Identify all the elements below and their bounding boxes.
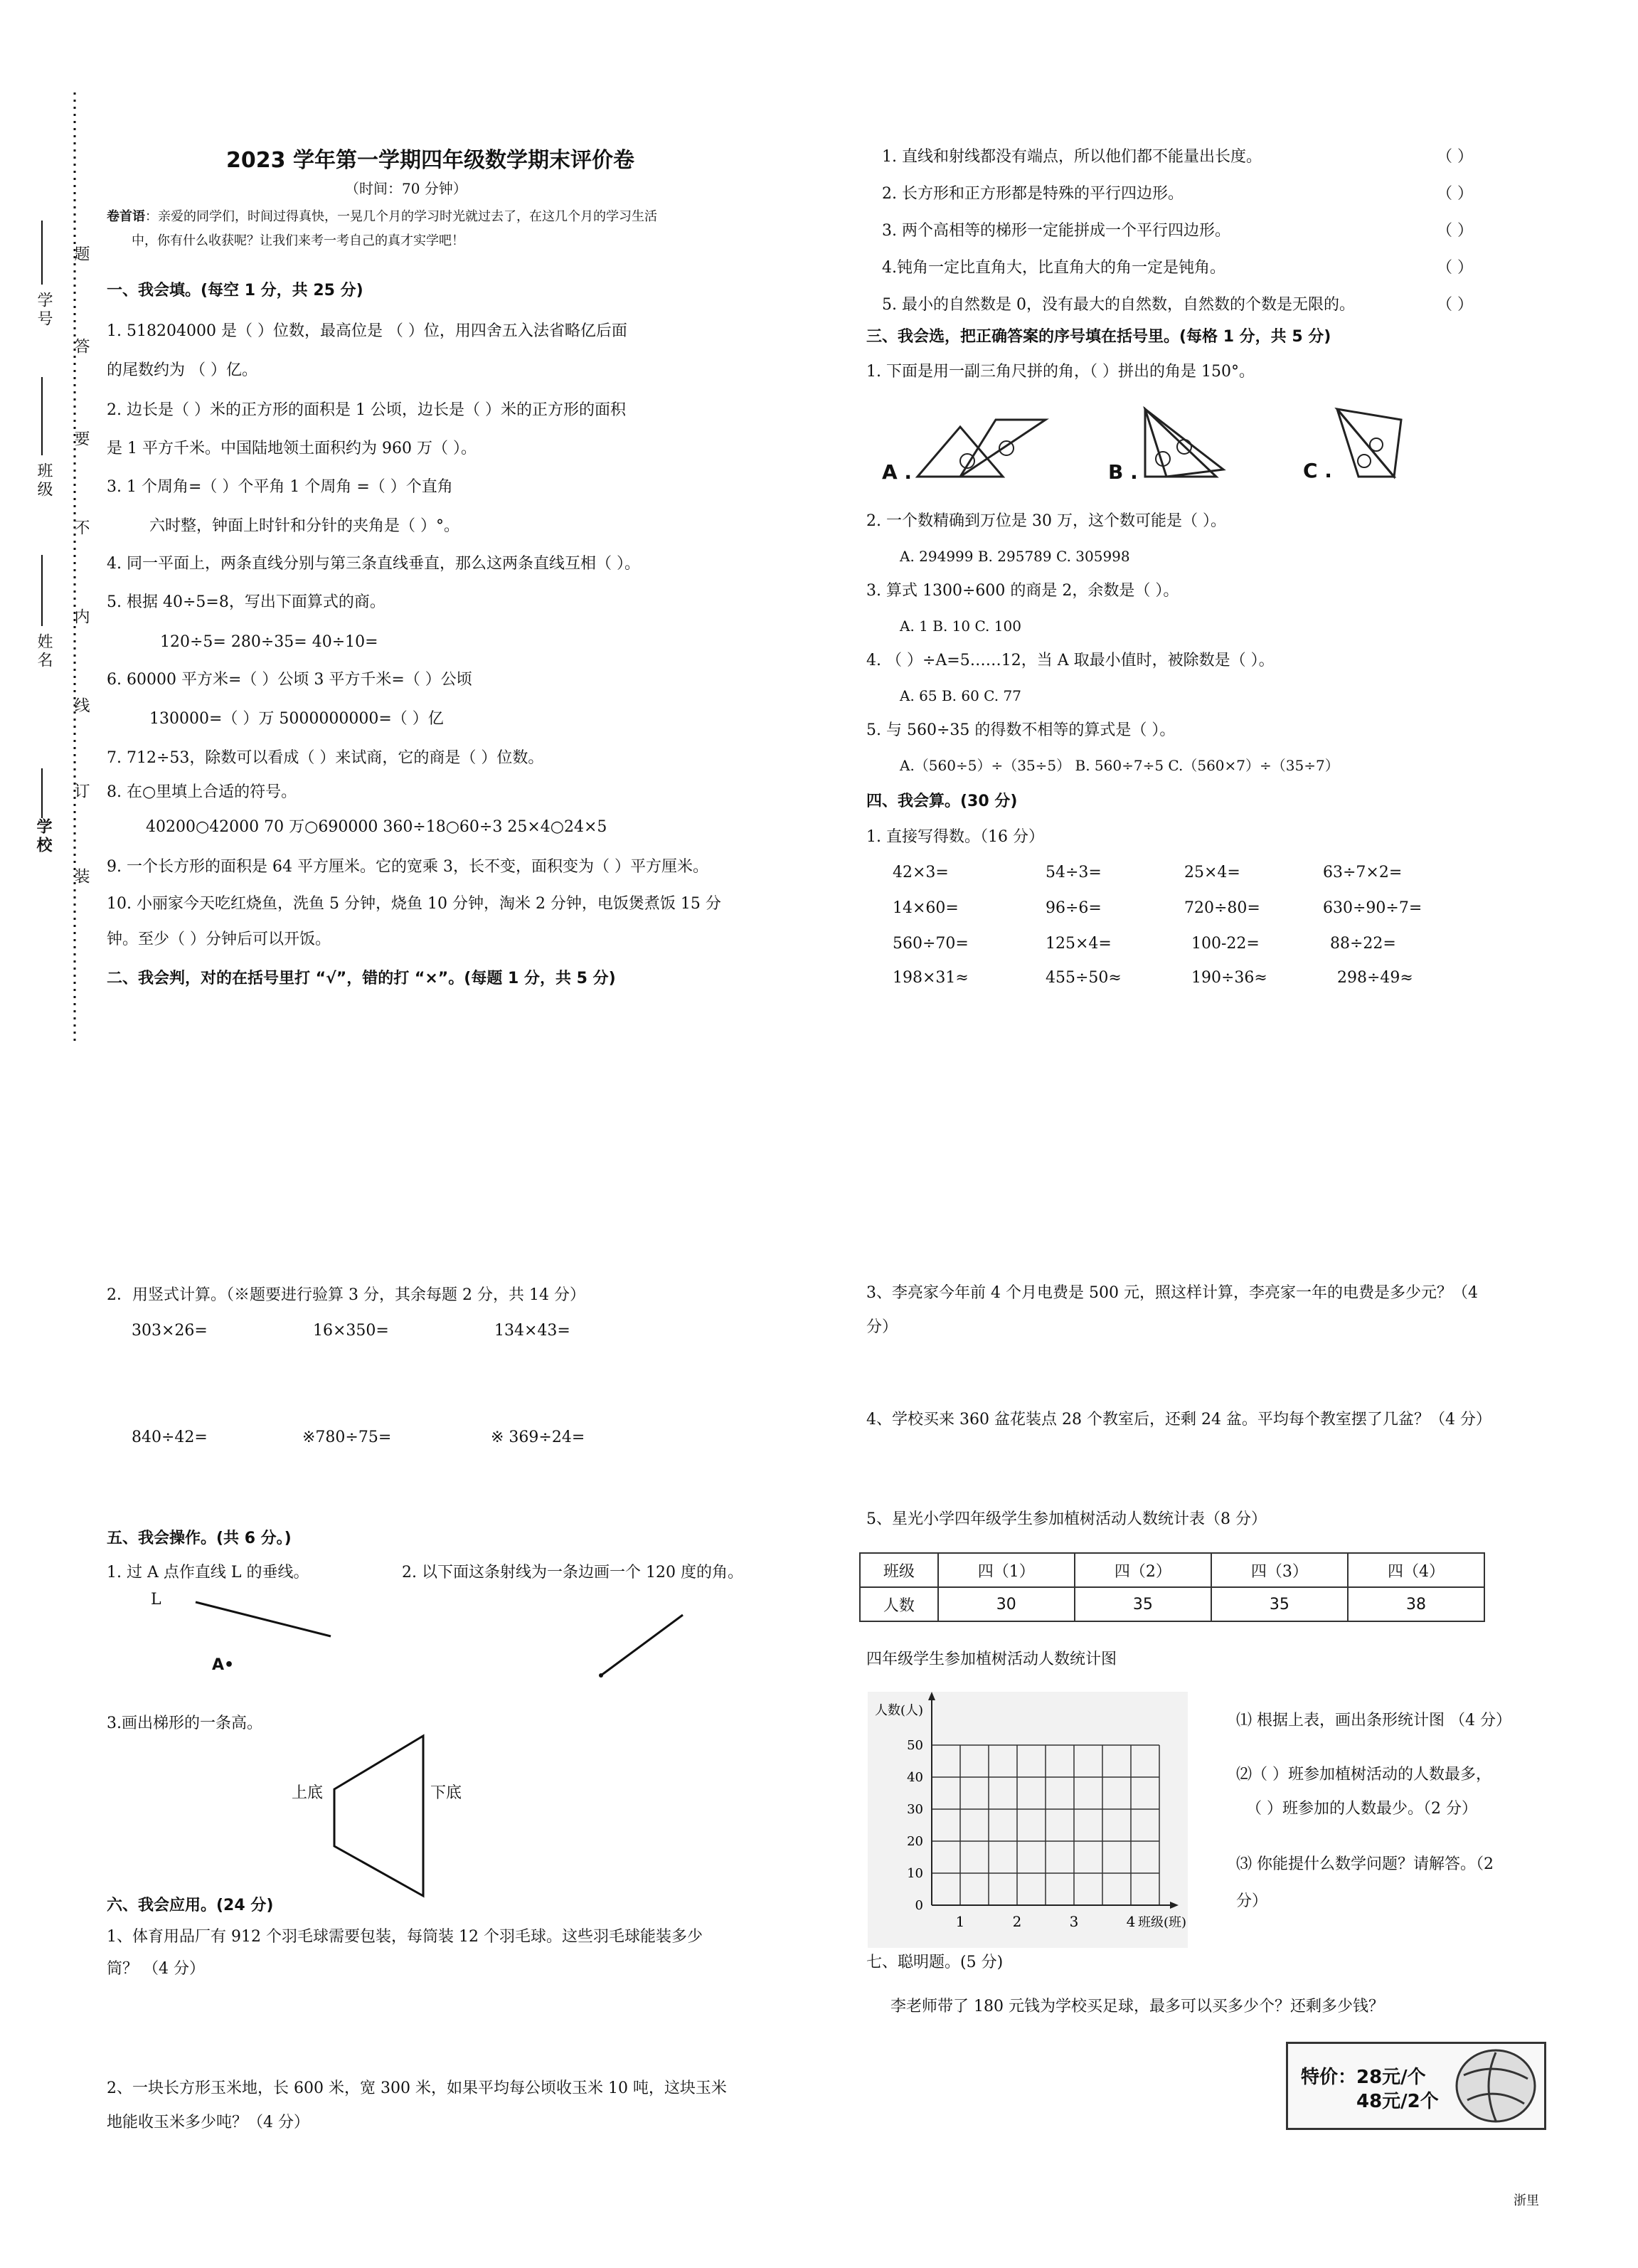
chart-y-tick-label: 10 (907, 1866, 923, 1881)
oral-calc: 198×31≈ (893, 969, 969, 987)
s2-q5: 5. 最小的自然数是 0，没有最大的自然数，自然数的个数是无限的。 (882, 296, 1355, 314)
triangle-fig-b (1138, 406, 1230, 484)
s6-q1-line2: 筒？ （4 分） (107, 1960, 205, 1978)
triangle-fig-a (918, 413, 1053, 484)
s2-q2-blank[interactable]: （ ） (1437, 185, 1473, 203)
s2-q1: 1. 直线和射线都没有端点，所以他们都不能量出长度。 (882, 148, 1262, 166)
oral-calc: 25×4= (1184, 864, 1240, 881)
s2-q3-blank[interactable]: （ ） (1437, 222, 1473, 240)
table-cell: 30 (938, 1587, 1075, 1621)
section2-heading: 二、我会判，对的在括号里打 “√”，错的打 “×”。(每题 1 分，共 5 分) (107, 970, 616, 987)
s1-q2-line1: 2. 边长是（ ）米的正方形的面积是 1 公顷，边长是（ ）米的正方形的面积 (107, 401, 626, 419)
s3-q4-options: A. 65 B. 60 C. 77 (900, 687, 1021, 704)
section4-heading: 四、我会算。(30 分) (866, 793, 1018, 810)
s3-q2: 2. 一个数精确到万位是 30 万，这个数可能是（ ）。 (866, 512, 1226, 530)
warn-char: 内 (72, 608, 90, 627)
intro-line1: ：亲爱的同学们，时间过得真快，一晃几个月的学习时光就过去了，在这几个月的学习生活 (145, 209, 657, 224)
chart-y-tick-label: 30 (907, 1802, 923, 1817)
s7-question: 李老师带了 180 元钱为学校买足球，最多可以买多少个？还剩多少钱？ (890, 1998, 1384, 2015)
student-id-blank[interactable] (41, 221, 43, 285)
chart-x-tick-label: 3 (1069, 1913, 1079, 1930)
warn-char: 答 (72, 338, 90, 356)
field-school: 学校 (34, 818, 53, 855)
fig-label-a: A . (882, 460, 913, 484)
oral-calc: 14×60= (893, 899, 959, 917)
s1-q9: 9. 一个长方形的面积是 64 平方厘米。它的宽乘 3，长不变，面积变为（ ）平方厘米。 (107, 858, 708, 876)
field-name: 姓名 (35, 633, 53, 670)
table-header-cell: 四（1） (938, 1553, 1075, 1587)
s6-q5-sub3a: ⑶ 你能提什么数学问题？请解答。（2 (1236, 1855, 1494, 1873)
s1-q6-line1: 6. 60000 平方米=（ ）公顷 3 平方千米=（ ）公顷 (107, 671, 472, 689)
school-blank[interactable] (41, 768, 43, 818)
section5-heading: 五、我会操作。(共 6 分。) (107, 1530, 292, 1547)
s2-q1-blank[interactable]: （ ） (1437, 148, 1473, 166)
s1-q7: 7. 712÷53，除数可以看成（ ）来试商，它的商是（ ）位数。 (107, 749, 544, 767)
binding-dotted-line (64, 92, 85, 1046)
s6-q3-line1: 3、李亮家今年前 4 个月电费是 500 元，照这样计算，李亮家一年的电费是多少元？（4 (866, 1284, 1478, 1302)
s3-q2-options: A. 294999 B. 295789 C. 305998 (900, 548, 1130, 565)
s2-q4-blank[interactable]: （ ） (1437, 259, 1473, 277)
oral-calc: 100-22= (1191, 935, 1260, 953)
s6-q5-sub2a: ⑵（ ）班参加植树活动的人数最多， (1236, 1766, 1491, 1784)
chart-y-tick-label: 40 (907, 1770, 923, 1785)
oral-calc: 88÷22= (1330, 935, 1396, 953)
s2-q5-blank[interactable]: （ ） (1437, 296, 1473, 314)
name-blank[interactable] (41, 555, 43, 626)
chart-y-tick-label: 0 (915, 1898, 923, 1913)
triangle-fig-c (1330, 406, 1408, 484)
oral-calc: 63÷7×2= (1323, 864, 1403, 881)
table-row-label: 人数 (860, 1587, 938, 1621)
table-cell: 38 (1348, 1587, 1484, 1621)
s1-q3-line2: 六时整，钟面上时针和分针的夹角是（ ）°。 (149, 517, 459, 535)
vertical-calc: 16×350= (313, 1322, 389, 1340)
s6-q2-line2: 地能收玉米多少吨？（4 分） (107, 2114, 309, 2131)
ray[interactable] (597, 1611, 690, 1683)
s1-q10-line2: 钟。至少（ ）分钟后可以开饭。 (107, 931, 331, 948)
s6-q5-sub2b: （ ）班参加的人数最少。（2 分） (1246, 1800, 1477, 1818)
warn-char: 订 (72, 783, 90, 801)
s3-q3-options: A. 1 B. 10 C. 100 (900, 618, 1021, 635)
s5-q1: 1. 过 A 点作直线 L 的垂线。 (107, 1564, 309, 1581)
bar-chart[interactable] (868, 1692, 1188, 1948)
s1-q4: 4. 同一平面上，两条直线分别与第三条直线垂直，那么这两条直线互相（ ）。 (107, 555, 640, 573)
s6-q5-sub1: ⑴ 根据上表，画出条形统计图 （4 分） (1236, 1712, 1511, 1729)
s1-q5-calcs: 120÷5= 280÷35= 40÷10= (160, 633, 378, 651)
s4-sub2: 2．用竖式计算。（※题要进行验算 3 分，其余每题 2 分，共 14 分） (107, 1286, 585, 1304)
field-class: 班级 (35, 462, 53, 499)
s4-sub1: 1. 直接写得数。（16 分） (866, 828, 1044, 846)
intro-label: 卷首语 (107, 209, 145, 224)
s1-q3-line1: 3. 1 个周角=（ ）个平角 1 个周角 =（ ）个直角 (107, 478, 453, 496)
oral-calc: 190÷36≈ (1191, 969, 1267, 987)
label-bottom-base: 下底 (430, 1784, 462, 1802)
vertical-calc: ※ 369÷24= (491, 1429, 585, 1446)
table-row (860, 1553, 1484, 1587)
table-row (860, 1587, 1484, 1621)
footer-mark: 浙里 (1514, 2193, 1539, 2208)
s5-q3: 3.画出梯形的一条高。 (107, 1715, 262, 1732)
s6-q4: 4、学校买来 360 盆花装点 28 个教室后，还剩 24 盆。平均每个教室摆了几盆？（4 分） (866, 1411, 1491, 1429)
chart-x-tick-label: 4 (1126, 1913, 1136, 1930)
s1-q2-line2: 是 1 平方千米。中国陆地领土面积约为 960 万（ ）。 (107, 440, 477, 457)
label-top-base: 上底 (292, 1784, 324, 1802)
section1-heading: 一、我会填。(每空 1 分，共 25 分) (107, 282, 363, 300)
s1-q1-line2: 的尾数约为 （ ）亿。 (107, 361, 257, 379)
chart-y-tick-label: 20 (907, 1834, 923, 1849)
vertical-calc: ※780÷75= (302, 1429, 392, 1446)
vertical-calc: 134×43= (494, 1322, 570, 1340)
intro-line2: 中，你有什么收获呢？让我们来考一考自己的真才实学吧！ (132, 233, 464, 248)
s3-q1: 1. 下面是用一副三角尺拼的角，（ ）拼出的角是 150°。 (866, 363, 1255, 381)
s6-q5-sub3b: 分） (1236, 1892, 1268, 1910)
s1-q10-line1: 10. 小丽家今天吃红烧鱼，洗鱼 5 分钟，烧鱼 10 分钟，淘米 2 分钟，电饭煲煮饭 15 分 (107, 895, 721, 913)
point-a: A• (212, 1656, 235, 1674)
chart-y-label: 人数(人) (875, 1703, 924, 1718)
section7-heading: 七、聪明题。(5 分) (866, 1954, 1004, 1971)
s6-q5: 5、星光小学四年级学生参加植树活动人数统计表（8 分） (866, 1510, 1267, 1528)
s1-q8-items: 40200○42000 70 万○690000 360÷18○60÷3 25×4○24×5 (146, 818, 607, 836)
field-student-id: 学号 (35, 292, 53, 329)
s3-q4: 4. （ ）÷A=5……12，当 A 取最小值时，被除数是（ ）。 (866, 652, 1275, 669)
price-pair: 48元/2个 (1356, 2091, 1439, 2112)
warn-char: 装 (72, 868, 90, 886)
price-single: 28元/个 (1356, 2067, 1426, 2088)
fig-label-b: B . (1108, 460, 1138, 484)
chart-title: 四年级学生参加植树活动人数统计图 (866, 1650, 1117, 1668)
exam-time: （时间：70 分钟） (345, 180, 467, 197)
warn-char: 题 (72, 245, 90, 264)
warn-char: 要 (72, 430, 90, 449)
s1-q5: 5. 根据 40÷5=8，写出下面算式的商。 (107, 593, 385, 611)
line-l (196, 1601, 338, 1643)
planting-table (859, 1552, 1485, 1622)
class-blank[interactable] (41, 377, 43, 455)
s2-q2: 2. 长方形和正方形都是特殊的平行四边形。 (882, 185, 1184, 203)
oral-calc: 630÷90÷7= (1323, 899, 1422, 917)
table-header-cell: 班级 (860, 1553, 938, 1587)
chart-x-tick-label: 1 (955, 1913, 965, 1930)
soccer-ball-icon (1453, 2047, 1538, 2125)
price-label: 特价： (1301, 2067, 1357, 2088)
s6-q2-line1: 2、一块长方形玉米地，长 600 米，宽 300 米，如果平均每公顷收玉米 10 吨，这块玉米 (107, 2079, 727, 2097)
label-line-l: L (151, 1591, 161, 1609)
warn-char: 线 (72, 697, 90, 716)
fig-label-c: C . (1303, 459, 1332, 482)
s3-q3: 3. 算式 1300÷600 的商是 2，余数是（ ）。 (866, 582, 1179, 600)
table-cell: 35 (1211, 1587, 1348, 1621)
table-cell: 35 (1075, 1587, 1211, 1621)
oral-calc: 720÷80= (1184, 899, 1260, 917)
oral-calc: 42×3= (893, 864, 949, 881)
table-header-cell: 四（4） (1348, 1553, 1484, 1587)
chart-x-label: 班级(班) (1138, 1915, 1187, 1930)
s2-q3: 3. 两个高相等的梯形一定能拼成一个平行四边形。 (882, 222, 1230, 240)
table-header-cell: 四（3） (1211, 1553, 1348, 1587)
s6-q3-line2: 分） (866, 1318, 898, 1336)
oral-calc: 455÷50≈ (1046, 969, 1122, 987)
s1-q1-line1: 1. 518204000 是（ ）位数，最高位是 （ ）位，用四舍五入法省略亿后面 (107, 322, 627, 340)
oral-calc: 96÷6= (1046, 899, 1102, 917)
table-header-cell: 四（2） (1075, 1553, 1211, 1587)
section3-heading: 三、我会选，把正确答案的序号填在括号里。(每格 1 分，共 5 分) (866, 328, 1331, 346)
warn-char: 不 (72, 519, 90, 538)
s5-q2: 2. 以下面这条射线为一条边画一个 120 度的角。 (402, 1564, 743, 1581)
trapezoid[interactable] (327, 1732, 434, 1903)
s6-q1-line1: 1、体育用品厂有 912 个羽毛球需要包装，每筒装 12 个羽毛球。这些羽毛球能装多少 (107, 1928, 703, 1946)
s1-q6-line2: 130000=（ ）万 5000000000=（ ）亿 (149, 710, 444, 728)
s2-q4: 4.钝角一定比直角大，比直角大的角一定是钝角。 (882, 259, 1225, 277)
oral-calc: 125×4= (1046, 935, 1112, 953)
oral-calc: 298÷49≈ (1337, 969, 1413, 987)
section6-heading: 六、我会应用。(24 分) (107, 1897, 274, 1914)
s3-q5-options: A.（560÷5）÷（35÷5） B. 560÷7÷5 C.（560×7）÷（35÷7） (900, 757, 1339, 774)
price-tag (1286, 2042, 1546, 2130)
oral-calc: 54÷3= (1046, 864, 1102, 881)
s3-q5: 5. 与 560÷35 的得数不相等的算式是（ ）。 (866, 721, 1176, 739)
chart-x-tick-label: 2 (1012, 1913, 1022, 1930)
s1-q8: 8. 在○里填上合适的符号。 (107, 783, 297, 801)
page-title: 2023 学年第一学期四年级数学期末评价卷 (226, 148, 634, 173)
vertical-calc: 303×26= (132, 1322, 208, 1340)
chart-y-tick-label: 50 (907, 1738, 923, 1753)
vertical-calc: 840÷42= (132, 1429, 208, 1446)
intro (107, 206, 657, 225)
oral-calc: 560÷70= (893, 935, 969, 953)
